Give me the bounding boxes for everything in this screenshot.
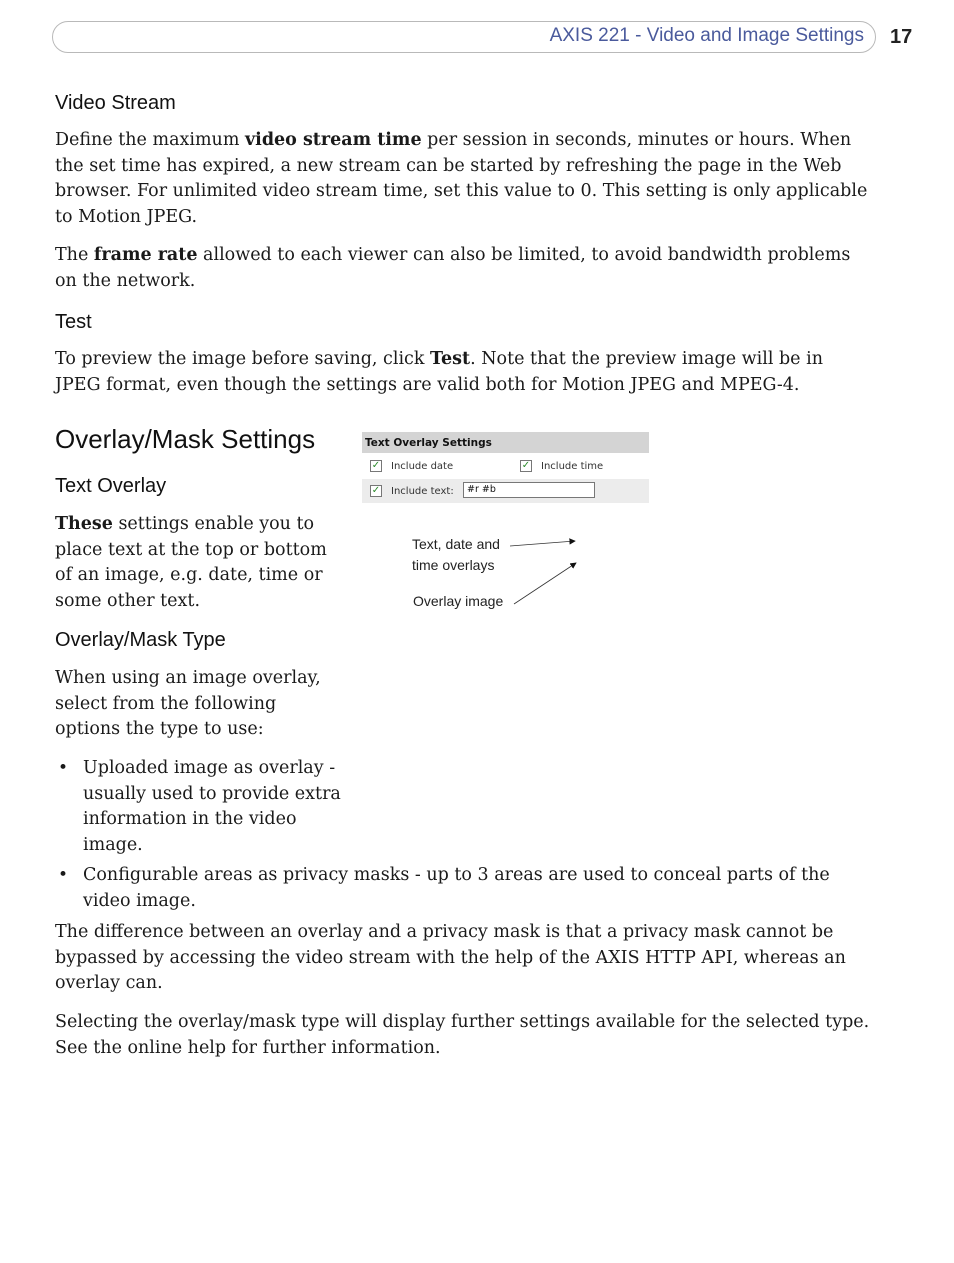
bold-term: frame rate xyxy=(93,245,198,265)
text-run: settings enable you to place text at the top or bottom of an image, e.g. date, time or some other text. xyxy=(55,514,327,611)
overlay-type-intro: When using an image overlay, select from the following options the type to use: xyxy=(55,668,321,739)
page-number: 17 xyxy=(890,26,913,48)
bold-term: These xyxy=(55,514,113,534)
include-date-checkbox[interactable]: ✓ xyxy=(371,460,381,471)
bold-term: video stream time xyxy=(245,130,422,150)
test-heading: Test xyxy=(55,311,92,333)
overlay-mask-type-heading: Overlay/Mask Type xyxy=(55,629,226,651)
overlay-text-input[interactable]: #r #b xyxy=(463,482,595,498)
text-overlay-heading: Text Overlay xyxy=(55,475,167,497)
video-stream-paragraph-1 xyxy=(55,128,875,230)
selecting-paragraph: Selecting the overlay/mask type will display further settings available for the selected type. See the online help for further information. xyxy=(55,1012,870,1058)
text-run: allowed to each viewer can also be limited, to avoid bandwidth problems on the network. xyxy=(55,245,851,291)
bullet-dot: • xyxy=(58,865,69,885)
callout-text-date: Text, date and xyxy=(412,536,500,552)
header-title: AXIS 221 - Video and Image Settings xyxy=(549,25,864,46)
test-paragraph xyxy=(55,347,855,398)
include-text-row xyxy=(362,479,649,503)
bullet-dot: • xyxy=(58,758,69,778)
panel-title: Text Overlay Settings xyxy=(362,432,649,453)
difference-paragraph: The difference between an overlay and a privacy mask is that a privacy mask cannot be bypassed by accessing the video stream with the help of the AXIS HTTP API, whereas an overlay can. xyxy=(55,922,846,993)
include-time-checkbox[interactable]: ✓ xyxy=(521,460,531,471)
include-text-label: Include text: xyxy=(391,486,454,497)
video-stream-paragraph-2 xyxy=(55,243,875,294)
text-run: The xyxy=(55,245,94,265)
date-time-row xyxy=(362,454,649,478)
callout-overlay-image: Overlay image xyxy=(413,593,504,609)
video-stream-heading: Video Stream xyxy=(55,92,176,114)
include-text-checkbox[interactable]: ✓ xyxy=(371,485,381,496)
bullet-item: Uploaded image as overlay - usually used to provide extra information in the video image. xyxy=(83,758,341,855)
overlay-mask-heading: Overlay/Mask Settings xyxy=(55,424,316,454)
text-overlay-paragraph xyxy=(55,512,340,614)
include-date-label: Include date xyxy=(391,461,454,472)
text-run: Define the maximum xyxy=(55,130,245,150)
bold-term: Test xyxy=(430,349,471,369)
text-run: To preview the image before saving, click xyxy=(55,349,431,369)
arrow-overlay-image xyxy=(514,563,576,604)
bullet-item: Configurable areas as privacy masks - up to 3 areas are used to conceal parts of the video image. xyxy=(83,865,830,911)
arrow-text-date xyxy=(510,541,575,546)
callout-time-overlays: time overlays xyxy=(412,557,495,573)
text-overlay-settings-panel xyxy=(362,432,649,503)
text-run: per session in seconds, minutes or hours. When the set time has expired, a new stream can be started by refreshing the page in the Web browser. For unlimited video stream time, set this value to 0. This setting is only applicable to Motion JPEG. xyxy=(55,130,868,227)
include-time-label: Include time xyxy=(541,461,604,472)
text-run: . Note that the preview image will be in JPEG format, even though the settings are valid both for Motion JPEG and MPEG-4. xyxy=(55,349,823,395)
